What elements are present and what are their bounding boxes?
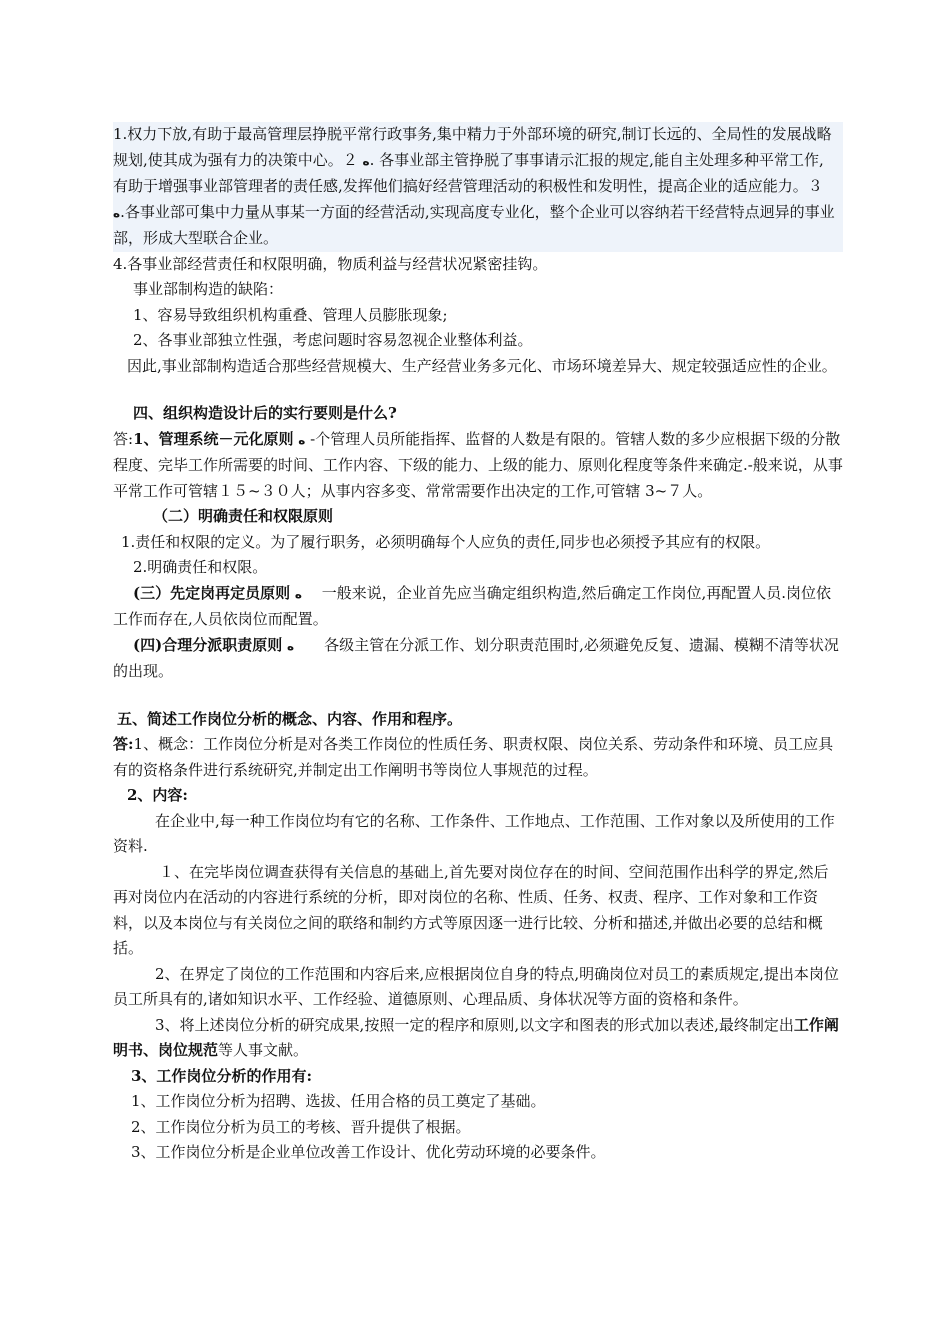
advantage-paragraph-4: 4.各事业部经营责任和权限明确，物质利益与经营状况紧密挂钩。 xyxy=(113,254,548,273)
conclusion-paragraph: 因此,事业部制构造适合那些经营规模大、生产经营业务多元化、市场环境差异大、规定较强适应性的企业。 xyxy=(127,356,837,375)
content-text-c: 等人事文献。 xyxy=(218,1041,309,1059)
content-paragraph-3: 2、在界定了岗位的工作范围和内容后来,应根据岗位自身的特点,明确岗位对员工的素质规定,提出本岗位员工所具有的,诸如知识水平、工作经验、道德原则、心理品质、身体状况等方面的资格和条件。 xyxy=(113,964,839,1008)
rule-4-title: (四)合理分派职责原则 xyxy=(133,635,283,654)
bullet-mark: ه xyxy=(286,638,295,653)
concept-text: 1、概念：工作岗位分析是对各类工作岗位的性质任务、职责权限、岗位关系、劳动条件和环境、员工应具有的资格条件进行系统研究,并制定出工作阐明书等岗位人事规范的过程。 xyxy=(113,735,834,779)
rule-2-item-2: 2.明确责任和权限。 xyxy=(133,558,268,576)
defects-heading: 事业部制构造的缺陷： xyxy=(133,280,284,298)
rule-3-title: (三）先定岗再定员原则 xyxy=(133,583,291,602)
highlighted-block xyxy=(113,122,843,252)
rule-3-text: 一般来说，企业首先应当确定组织构造,然后确定工作岗位,再配置人员.岗位依工作而存在,人员依岗位而配置。 xyxy=(113,583,832,628)
advantage-text-b: . 各事业部主管挣脱了事事请示汇报的规定,能自主处理多种平常工作,有助于增强事业部管理者的责任感,发挥他们搞好经营管理活动的积极性和发明性，提高企业的适应能力。３ xyxy=(113,150,824,195)
rule-4-text: 各级主管在分派工作、划分职责范围时,必须避免反复、遗漏、模糊不清等状况的出现。 xyxy=(113,635,839,680)
rule-2-item-1: 1.责任和权限的定义。为了履行职务，必须明确每个人应负的责任,同步也必须授予其应有的权限。 xyxy=(121,532,771,551)
content-paragraph-1: 在企业中,每一种工作岗位均有它的名称、工作条件、工作地点、工作范围、工作对象以及所使用的工作资料. xyxy=(113,811,835,855)
advantage-paragraph-1 xyxy=(113,122,843,252)
role-item-2: 2、工作岗位分析为员工的考核、晋升提供了根据。 xyxy=(131,1117,471,1136)
content-text-a: 3、将上述岗位分析的研究成果,按照一定的程序和原则,以文字和图表的形式加以表述,最终制定出 xyxy=(155,1015,794,1034)
rule-1-paragraph xyxy=(113,427,843,505)
role-item-1: 1、工作岗位分析为招聘、选拔、任用合格的员工奠定了基础。 xyxy=(131,1092,546,1110)
advantage-text-a: 1.权力下放,有助于最高管理层挣脱平常行政事务,集中精力于外部环境的研究,制订长远的、全局性的发展战略规划,使其成为强有力的决策中心。２ xyxy=(113,125,832,169)
content-paragraph-4 xyxy=(113,1013,843,1064)
concept-paragraph xyxy=(113,732,843,783)
content-title: 2、内容: xyxy=(127,786,188,804)
role-item-3: 3、工作岗位分析是企业单位改善工作设计、优化劳动环境的必要条件。 xyxy=(131,1143,606,1161)
rule-2-title: （二）明确责任和权限原则 xyxy=(153,507,334,525)
role-title: 3、工作岗位分析的作用有: xyxy=(131,1066,312,1085)
answer-prefix: 答: xyxy=(113,735,134,753)
section-5-title: 五、简述工作岗位分析的概念、内容、作用和程序。 xyxy=(117,709,463,728)
bullet-mark: ه xyxy=(298,432,306,447)
bullet-mark: ه xyxy=(113,205,121,220)
rule-3-paragraph xyxy=(113,581,843,633)
bullet-mark: ه xyxy=(362,153,370,168)
spacer xyxy=(113,379,843,401)
answer-prefix: 答: xyxy=(113,429,134,448)
rule-4-paragraph xyxy=(113,633,843,685)
content-text-bold: 工作阐明书、岗位规范 xyxy=(113,1015,839,1059)
content-paragraph-2: １、在完毕岗位调查获得有关信息的基础上,首先要对岗位存在的时间、空间范围作出科学的界定,然后再对岗位内在活动的内容进行系统的分析，即对岗位的名称、性质、任务、权责、程序、工作对象和工作资料，以及本岗位与有关岗位之间的联络和制约方式等原因逐一进行比较、分析和描述,并做出必要的总结和概括。 xyxy=(113,862,829,957)
rule-1-title: 1、管理系统－元化原则 xyxy=(133,429,294,448)
spacer xyxy=(113,685,843,707)
section-4-title: 四、组织构造设计后的实行要则是什么? xyxy=(133,404,397,422)
bullet-mark: ه xyxy=(294,586,302,601)
rule-1-text: -个管理人员所能指挥、监督的人数是有限的。管辖人数的多少应根据下级的分散程度、完毕工作所需要的时间、工作内容、下级的能力、上级的能力、原则化程度等条件来确定.-般来说，从事平常工作可管辖１５~３０人；从事内容多变、常常需要作出决定的工作,可管辖 3~７人。 xyxy=(113,429,843,500)
defect-item-2: 2、各事业部独立性强，考虑问题时容易忽视企业整体利益。 xyxy=(133,331,533,349)
advantage-text-c: .各事业部可集中力量从事某一方面的经营活动,实现高度专业化，整个企业可以容纳若干经营特点迥异的事业部，形成大型联合企业。 xyxy=(113,202,835,247)
defect-item-1: 1、容易导致组织机构重叠、管理人员膨胀现象; xyxy=(133,305,448,324)
document-page xyxy=(113,122,843,1166)
